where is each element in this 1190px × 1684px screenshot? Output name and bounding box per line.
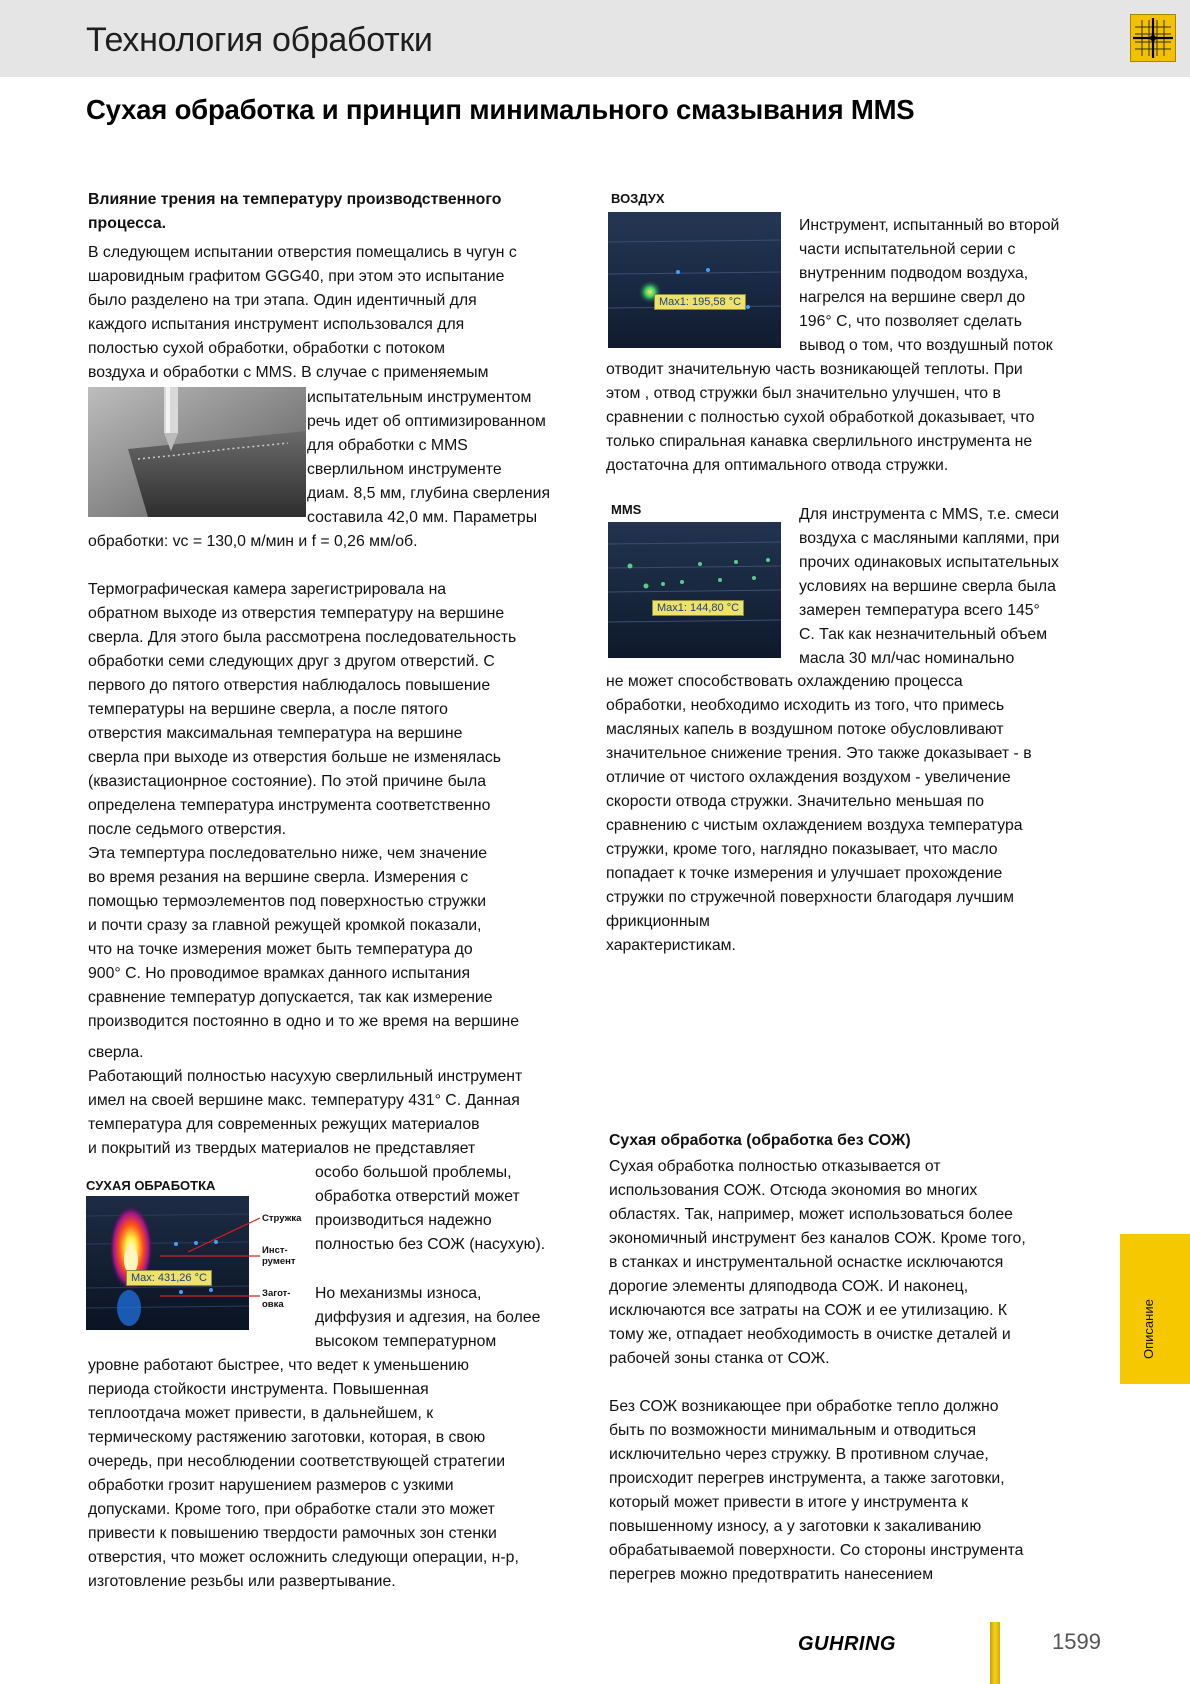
dry-image-caption: СУХАЯ ОБРАБОТКА: [86, 1178, 216, 1193]
dry-wrap-text-2: Но механизмы износа, диффузия и адгезия, на более высоком температурном: [315, 1285, 541, 1350]
cutting-parameters: обработки: vc = 130,0 м/мин и f = 0,26 мм/об.: [88, 533, 418, 550]
mms-thermal-image: [608, 522, 781, 658]
brand-accent-bar: [990, 1622, 1000, 1684]
sverla-line: сверла.: [88, 1044, 144, 1061]
dry-max-readout: Max: 431,26 °C: [126, 1270, 212, 1286]
page-number: 1599: [1052, 1629, 1101, 1654]
air-image-caption: ВОЗДУХ: [611, 191, 665, 206]
air-wrap-text: Инструмент, испытанный во второй части испытательной серии с внутренним подводом воздуха, нагрелся на вершине сверл до 196° С, что позволяет сделать вывод о том, что воздушный поток: [799, 217, 1060, 354]
air-tail-paragraph: отводит значительную часть возникающей теплоты. При этом , отвод стружки был значительно улучшен, что в сравнении с полностью сухой обработкой доказывает, что только спиральная канавка сверлильного инструмента не достаточна для оптимального отвода стружки.: [606, 361, 1035, 474]
dry-machining-paragraph-2: Без СОЖ возникающее при обработке тепло должно быть по возможности минимальным и отводиться исключительно через стружку. В противном случае, происходит перегрев инструмента, а также заготовки, который может привести в итоге у инструмента к повышенному износу, а у заготовки к закаливанию обрабатываемой поверхности. Со стороны инструмента перегрев можно предотвратить нанесением: [609, 1398, 1024, 1583]
mms-image-caption: MMS: [611, 502, 642, 517]
dry-tail-paragraph: уровне работают быстрее, что ведет к уменьшению периода стойкости инструмента. Повышенная теплоотдача может привести, в дальнейшем, к термическому растяжению заготовки, которая, в свою очередь, при несоблюдении соответствующей стратегии обработки грозит нарушением размеров с узкими допусками. Кроме того, при обработке стали это может привести к повышению твердости рамочных зон стенки отверстия, что может осложнить следующи операции, н-р, изготовление резьбы или развертывание.: [88, 1357, 519, 1590]
side-tab-description[interactable]: [1120, 1234, 1190, 1384]
mms-wrap-text: Для инструмента с MMS, т.е. смеси воздуха с масляными каплями, при прочих одинаковых испытательных условиях на вершине сверла была замерен температура всего 145° С. Так как незначительный объем масла 30 мл/час номинально: [799, 506, 1060, 667]
callout-tool-2: румент: [262, 1256, 296, 1267]
side-tab-label: Описание: [1141, 1299, 1156, 1359]
dry-machining-paragraph-1: Сухая обработка полностью отказывается от использования СОЖ. Отсюда экономия во многих областях. Так, например, может использоваться более экономичный инструмент без каналов СОЖ. Кроме того, в станках и инструментальной оснастке исключаются дорогие элементы дляподвода СОЖ. И наконец, исключаются все затраты на СОЖ и ее утилизацию. К тому же, отпадает необходимость в очистке деталей и рабочей зоны станка от СОЖ.: [609, 1158, 1026, 1367]
section-title: Технология обработки: [86, 21, 433, 59]
air-max-readout: Max1: 195,58 °C: [654, 294, 746, 310]
grid-crosshair-icon: [1130, 14, 1176, 62]
dry-max-paragraph: Работающий полностью насухую сверлильный инструмент имел на своей вершине макс. температуру 431° С. Данная температура для современных режущих материалов и покрытий из твердых материалов не представляет: [88, 1068, 523, 1157]
callout-arrows: [160, 1200, 260, 1300]
intro-paragraph: В следующем испытании отверстия помещались в чугун с шаровидным графитом GGG40, при этом это испытание было разделено на три этапа. Один идентичный для каждого испытания инструмент использовался для полостью сухой обработки, обработки с потоком воздуха и обработки с MMS. В случае с применяемым: [88, 244, 517, 381]
drill-photo: [88, 387, 306, 517]
photo-wrap-text: испытательным инструментом речь идет об оптимизированном для обработки с MMS сверлильном инструменте диам. 8,5 мм, глубина сверления составила 42,0 мм. Параметры: [307, 389, 551, 526]
callout-workpiece-1: Загот-: [262, 1288, 291, 1299]
page-heading: Сухая обработка и принцип минимального смазывания MMS: [86, 94, 915, 125]
callout-workpiece-2: овка: [262, 1299, 284, 1310]
callout-chip: Стружка: [262, 1213, 302, 1224]
air-thermal-image: [608, 212, 781, 348]
brand-logo: GUHRING: [798, 1633, 896, 1655]
mms-max-readout: Max1: 144,80 °C: [652, 600, 744, 616]
dry-machining-heading: Сухая обработка (обработка без СОЖ): [609, 1132, 911, 1149]
mms-tail-paragraph: не может способствовать охлаждению процесса обработки, необходимо исходить из того, что примесь масляных капель в воздушном потоке обусловливают значительное снижение трения. Это также доказывает - в отличие от чистого охлаждения воздухом - увеличение скорости отвода стружки. Значительно меньшая по сравнению с чистым охлаждением воздуха температура стружки, кроме того, наглядно показывает, что масло попадает к точке измерения и улучшает прохождение стружки по стружечной поверхности благодаря лучшим фрикционным характеристикам.: [606, 673, 1032, 954]
friction-heading: Влияние трения на температуру производственного процесса.: [88, 191, 502, 232]
callout-tool-1: Инст-: [262, 1245, 288, 1256]
thermo-paragraph: Термографическая камера зарегистрировала на обратном выходе из отверстия температуру на вершине сверла. Для этого была рассмотрена последовательность обработки семи следующих друг з другом отверстий. С первого до пятого отверстия наблюдалось повышение температуры на вершине сверла, а после пятого отверстия максимальная температура на вершине сверла при выходе из отверстия больше не изменялась (квазистационрное состояние). По этой причине была определена температура инструмента соответственно после седьмого отверстия. Эта темпертура последовательно ниже, чем значение во время резания на вершине сверла. Измерения с помощью термоэлементов под поверхностью стружки и почти сразу за главной режущей кромкой показали, что на точке измерения может быть температура до 900° С. Но проводимое врамках данного испытания сравнение температур допускается, так как измерение производится постоянно в одно и то же время на вершине: [88, 581, 520, 1030]
dry-wrap-text-1: особо большой проблемы, обработка отверстий может производиться надежно полностью без СОЖ (насухую).: [315, 1164, 546, 1253]
